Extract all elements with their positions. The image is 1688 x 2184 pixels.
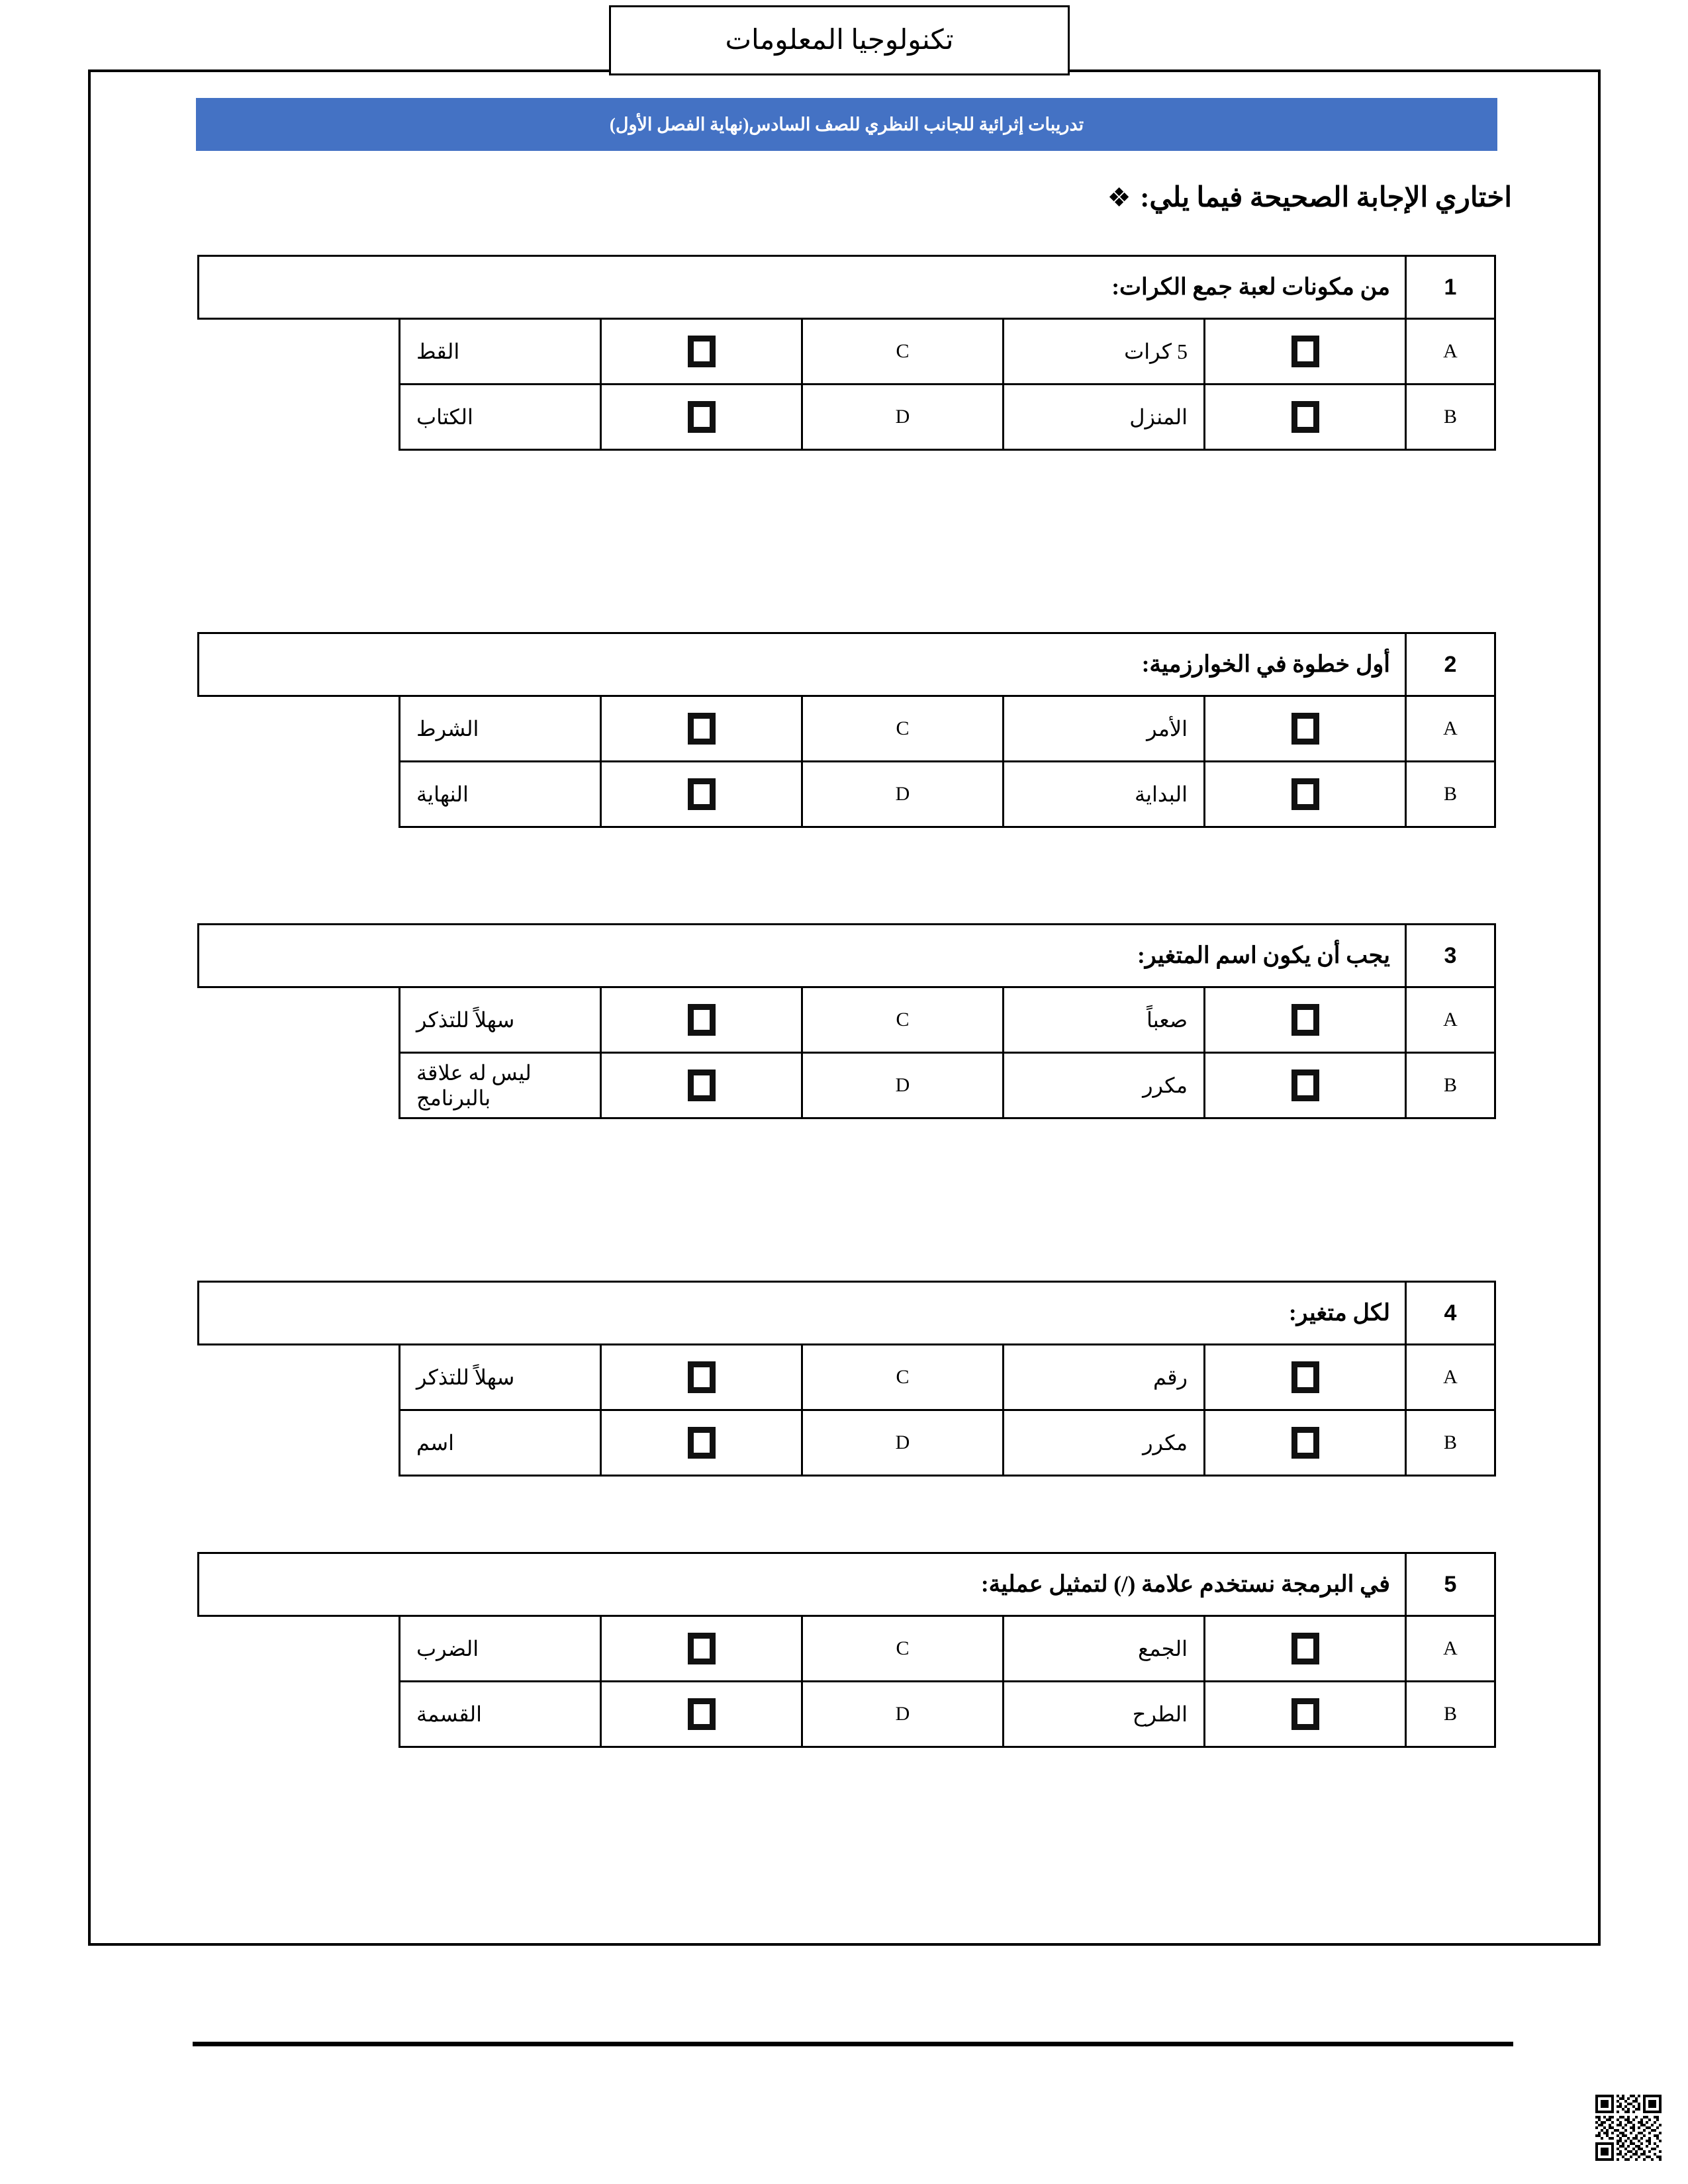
option-text-d: النهاية: [400, 762, 601, 827]
option-text-b: المنزل: [1004, 385, 1205, 450]
option-letter-d: D: [802, 1410, 1004, 1476]
checkbox-c[interactable]: [688, 1004, 716, 1036]
footer-divider: [193, 2042, 1513, 2046]
option-checkbox-cell[interactable]: [601, 1682, 802, 1747]
option-text-c: الشرط: [400, 696, 601, 762]
option-row: [199, 1682, 1495, 1747]
question-table: [197, 1552, 1496, 1748]
option-letter-a: A: [1406, 1345, 1495, 1410]
instruction-heading-label: اختاري الإجابة الصحيحة فيما يلي:: [1140, 183, 1512, 213]
checkbox-d[interactable]: [688, 1069, 716, 1101]
option-text-b: البداية: [1004, 762, 1205, 827]
option-text-d: الكتاب: [400, 385, 601, 450]
subtitle-banner: [196, 98, 1497, 151]
question-table: [197, 1281, 1496, 1477]
checkbox-d[interactable]: [688, 401, 716, 433]
option-checkbox-cell[interactable]: [1205, 1345, 1406, 1410]
question-table: [197, 923, 1496, 1119]
option-letter-b: B: [1406, 1053, 1495, 1118]
question-table: [197, 632, 1496, 828]
option-checkbox-cell[interactable]: [601, 1053, 802, 1118]
option-text-d: القسمة: [400, 1682, 601, 1747]
option-checkbox-cell[interactable]: [1205, 696, 1406, 762]
option-row: [199, 987, 1495, 1053]
option-letter-b: B: [1406, 1682, 1495, 1747]
question-table: [197, 255, 1496, 451]
checkbox-c[interactable]: [688, 1361, 716, 1393]
option-checkbox-cell[interactable]: [1205, 762, 1406, 827]
checkbox-d[interactable]: [688, 1698, 716, 1730]
option-letter-d: D: [802, 762, 1004, 827]
checkbox-b[interactable]: [1291, 401, 1319, 433]
option-text-c: سهلاً للتذكر: [400, 987, 601, 1053]
option-letter-c: C: [802, 1616, 1004, 1682]
option-letter-a: A: [1406, 987, 1495, 1053]
option-text-c: القط: [400, 319, 601, 385]
option-checkbox-cell[interactable]: [1205, 1410, 1406, 1476]
option-text-c: سهلاً للتذكر: [400, 1345, 601, 1410]
option-checkbox-cell[interactable]: [601, 1616, 802, 1682]
option-text-c: الضرب: [400, 1616, 601, 1682]
question-text: لكل متغير:: [199, 1282, 1406, 1345]
option-letter-a: A: [1406, 1616, 1495, 1682]
option-checkbox-cell[interactable]: [601, 1410, 802, 1476]
checkbox-c[interactable]: [688, 1633, 716, 1664]
option-letter-a: A: [1406, 319, 1495, 385]
option-text-b: مكرر: [1004, 1410, 1205, 1476]
option-text-a: 5 كرات: [1004, 319, 1205, 385]
option-row: [199, 385, 1495, 450]
option-text-b: مكرر: [1004, 1053, 1205, 1118]
checkbox-a[interactable]: [1291, 713, 1319, 745]
checkbox-c[interactable]: [688, 336, 716, 367]
option-text-a: رقم: [1004, 1345, 1205, 1410]
document-title-box: [609, 5, 1070, 75]
checkbox-b[interactable]: [1291, 1427, 1319, 1459]
option-checkbox-cell[interactable]: [1205, 987, 1406, 1053]
question-text: من مكونات لعبة جمع الكرات:: [199, 256, 1406, 319]
checkbox-a[interactable]: [1291, 1633, 1319, 1664]
option-letter-d: D: [802, 385, 1004, 450]
option-checkbox-cell[interactable]: [1205, 1682, 1406, 1747]
option-checkbox-cell[interactable]: [601, 987, 802, 1053]
option-checkbox-cell[interactable]: [1205, 385, 1406, 450]
question-number: 2: [1406, 633, 1495, 696]
question-number: 4: [1406, 1282, 1495, 1345]
option-row: [199, 1053, 1495, 1118]
option-checkbox-cell[interactable]: [601, 385, 802, 450]
option-checkbox-cell[interactable]: [601, 696, 802, 762]
diamond-bullet-icon: ❖: [1107, 183, 1131, 212]
option-row: [199, 1616, 1495, 1682]
option-letter-c: C: [802, 319, 1004, 385]
checkbox-b[interactable]: [1291, 1069, 1319, 1101]
question-header-row: [199, 925, 1495, 987]
option-checkbox-cell[interactable]: [1205, 1616, 1406, 1682]
option-letter-b: B: [1406, 762, 1495, 827]
checkbox-b[interactable]: [1291, 778, 1319, 810]
option-checkbox-cell[interactable]: [1205, 319, 1406, 385]
option-checkbox-cell[interactable]: [1205, 1053, 1406, 1118]
option-text-d: اسم: [400, 1410, 601, 1476]
option-letter-a: A: [1406, 696, 1495, 762]
question-text: يجب أن يكون اسم المتغير:: [199, 925, 1406, 987]
checkbox-b[interactable]: [1291, 1698, 1319, 1730]
checkbox-c[interactable]: [688, 713, 716, 745]
question-header-row: [199, 256, 1495, 319]
question-number: 3: [1406, 925, 1495, 987]
option-letter-c: C: [802, 1345, 1004, 1410]
option-row: [199, 762, 1495, 827]
option-text-a: صعباً: [1004, 987, 1205, 1053]
qr-code-icon: [1595, 2095, 1662, 2161]
question-text: أول خطوة في الخوارزمية:: [199, 633, 1406, 696]
question-header-row: [199, 633, 1495, 696]
question-header-row: [199, 1282, 1495, 1345]
option-text-b: الطرح: [1004, 1682, 1205, 1747]
option-text-a: الأمر: [1004, 696, 1205, 762]
question-text: في البرمجة نستخدم علامة (/) لتمثيل عملية:: [199, 1553, 1406, 1616]
option-letter-b: B: [1406, 1410, 1495, 1476]
subtitle-banner-text: تدريبات إثرائية للجانب النظري للصف السادس(نهاية الفصل الأول): [609, 114, 1084, 134]
question-number: 5: [1406, 1553, 1495, 1616]
checkbox-a[interactable]: [1291, 1004, 1319, 1036]
page-title: تكنولوجيا المعلومات: [725, 25, 954, 56]
option-letter-d: D: [802, 1682, 1004, 1747]
option-text-a: الجمع: [1004, 1616, 1205, 1682]
option-checkbox-cell[interactable]: [601, 762, 802, 827]
option-row: [199, 696, 1495, 762]
option-row: [199, 319, 1495, 385]
checkbox-d[interactable]: [688, 778, 716, 810]
checkbox-d[interactable]: [688, 1427, 716, 1459]
option-checkbox-cell[interactable]: [601, 1345, 802, 1410]
question-number: 1: [1406, 256, 1495, 319]
checkbox-a[interactable]: [1291, 1361, 1319, 1393]
option-letter-b: B: [1406, 385, 1495, 450]
option-row: [199, 1410, 1495, 1476]
question-header-row: [199, 1553, 1495, 1616]
instruction-heading: [1107, 184, 1512, 212]
checkbox-a[interactable]: [1291, 336, 1319, 367]
option-letter-d: D: [802, 1053, 1004, 1118]
option-checkbox-cell[interactable]: [601, 319, 802, 385]
option-text-d: ليس له علاقة بالبرنامج: [400, 1053, 601, 1118]
option-letter-c: C: [802, 696, 1004, 762]
option-row: [199, 1345, 1495, 1410]
option-letter-c: C: [802, 987, 1004, 1053]
